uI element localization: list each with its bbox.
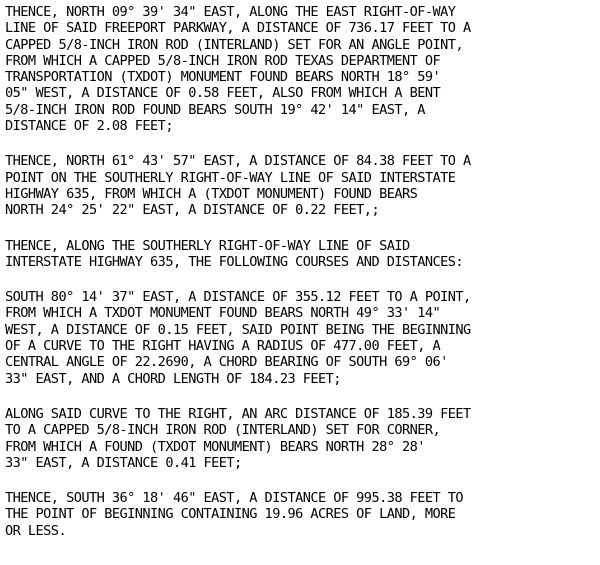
text-line: LINE OF SAID FREEPORT PARKWAY, A DISTANCE OF 736.17 FEET TO A: [5, 20, 471, 37]
text-line: HIGHWAY 635, FROM WHICH A (TXDOT MONUMENT) FOUND BEARS: [5, 185, 418, 202]
text-line: INTERSTATE HIGHWAY 635, THE FOLLOWING COURSES AND DISTANCES:: [5, 253, 464, 270]
text-line: 05" WEST, A DISTANCE OF 0.58 FEET, ALSO FROM WHICH A BENT: [5, 85, 441, 102]
paragraph-course-south-80: [5, 289, 595, 387]
text-line: FROM WHICH A FOUND (TXDOT MONUMENT) BEARS NORTH 28° 28': [5, 438, 425, 455]
text-line: THENCE, NORTH 09° 39' 34" EAST, ALONG THE EAST RIGHT-OF-WAY: [5, 4, 456, 20]
legal-description-document: [5, 4, 595, 558]
text-line: OR LESS.: [5, 522, 67, 539]
text-line: SOUTH 80° 14' 37" EAST, A DISTANCE OF 355.12 FEET TO A POINT,: [5, 289, 471, 306]
text-line: DISTANCE OF 2.08 FEET;: [5, 118, 173, 135]
paragraph-course-north-09: [5, 4, 595, 134]
paragraph-along-curve: [5, 406, 595, 471]
text-line: THENCE, NORTH 61° 43' 57" EAST, A DISTANCE OF 84.38 FEET TO A: [5, 153, 471, 170]
text-line: CAPPED 5/8-INCH IRON ROD (INTERLAND) SET FOR AN ANGLE POINT,: [5, 36, 464, 53]
text-line: TO A CAPPED 5/8-INCH IRON ROD (INTERLAND) SET FOR CORNER,: [5, 422, 441, 439]
text-line: NORTH 24° 25' 22" EAST, A DISTANCE OF 0.22 FEET,;: [5, 202, 380, 219]
text-line: THENCE, ALONG THE SOUTHERLY RIGHT-OF-WAY LINE OF SAID: [5, 237, 410, 254]
paragraph-course-south-36: [5, 490, 595, 539]
text-line: 33" EAST, A DISTANCE 0.41 FEET;: [5, 454, 242, 471]
text-line: 33" EAST, AND A CHORD LENGTH OF 184.23 FEET;: [5, 370, 341, 387]
text-line: WEST, A DISTANCE OF 0.15 FEET, SAID POINT BEING THE BEGINNING: [5, 321, 471, 338]
text-line: TRANSPORTATION (TXDOT) MONUMENT FOUND BEARS NORTH 18° 59': [5, 69, 441, 86]
text-line: FROM WHICH A CAPPED 5/8-INCH IRON ROD TEXAS DEPARTMENT OF: [5, 52, 441, 69]
text-line: FROM WHICH A TXDOT MONUMENT FOUND BEARS NORTH 49° 33' 14": [5, 305, 441, 322]
text-line: 5/8-INCH IRON ROD FOUND BEARS SOUTH 19° 42' 14" EAST, A: [5, 101, 425, 118]
paragraph-along-southerly-line: [5, 238, 595, 271]
paragraph-course-north-61: [5, 153, 595, 218]
text-line: THE POINT OF BEGINNING CONTAINING 19.96 ACRES OF LAND, MORE: [5, 506, 456, 523]
text-line: THENCE, SOUTH 36° 18' 46" EAST, A DISTANCE OF 995.38 FEET TO: [5, 490, 464, 507]
text-line: CENTRAL ANGLE OF 22.2690, A CHORD BEARING OF SOUTH 69° 06': [5, 354, 448, 371]
text-line: ALONG SAID CURVE TO THE RIGHT, AN ARC DISTANCE OF 185.39 FEET: [5, 405, 471, 422]
text-line: POINT ON THE SOUTHERLY RIGHT-OF-WAY LINE OF SAID INTERSTATE: [5, 169, 456, 186]
text-line: OF A CURVE TO THE RIGHT HAVING A RADIUS OF 477.00 FEET, A: [5, 338, 441, 355]
